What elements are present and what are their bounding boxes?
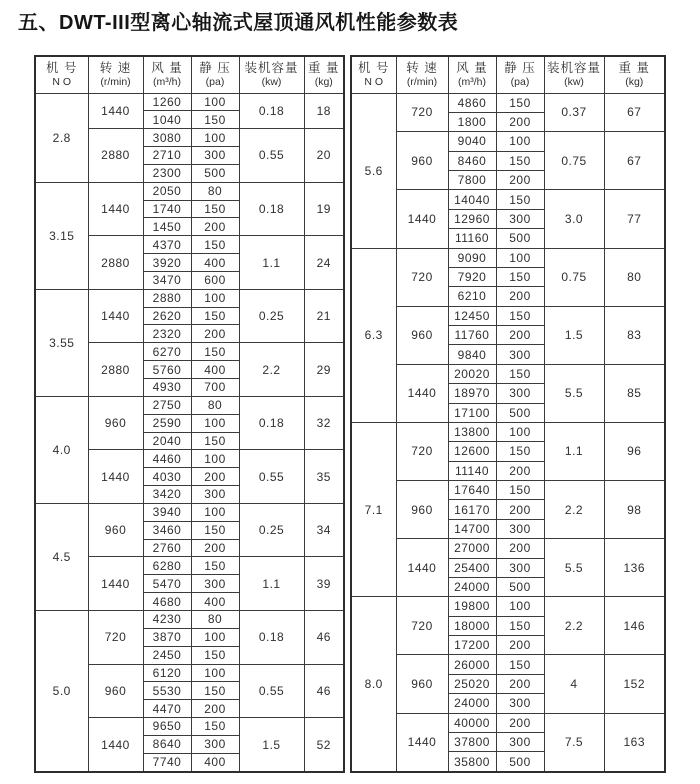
cell-weight: 39 [304,557,344,611]
cell-airflow: 14040 [448,190,496,209]
fan-performance-table-right [350,55,666,773]
cell-machine-no: 4.0 [35,396,88,503]
cell-airflow: 16170 [448,500,496,519]
header-label: 转 速 [406,61,438,76]
cell-machine-no: 3.55 [35,289,88,396]
cell-pressure: 300 [496,345,544,364]
cell-airflow: 8640 [143,735,191,753]
cell-airflow: 6270 [143,343,191,361]
table-body-left [35,93,344,772]
cell-airflow: 5470 [143,575,191,593]
header-row [351,56,665,93]
cell-airflow: 2300 [143,164,191,182]
cell-airflow: 35800 [448,752,496,772]
header-label: 重 量 [618,61,650,76]
header-unit: (r/min) [100,76,131,89]
header-row [35,56,344,93]
cell-pressure: 200 [496,713,544,732]
cell-power: 1.5 [544,306,604,364]
cell-airflow: 17640 [448,481,496,500]
cell-airflow: 11760 [448,326,496,345]
cell-airflow: 1040 [143,111,191,129]
cell-airflow: 3420 [143,486,191,504]
cell-airflow: 2320 [143,325,191,343]
cell-power: 0.37 [544,93,604,132]
cell-power: 7.5 [544,713,604,772]
cell-power: 1.1 [239,236,304,290]
table-row [351,306,665,325]
cell-speed: 960 [88,396,143,450]
cell-airflow: 18970 [448,384,496,403]
table-row [351,422,665,441]
header-unit: (m³/h) [458,76,486,89]
cell-pressure: 200 [496,326,544,345]
cell-power: 0.18 [239,610,304,664]
cell-speed: 2880 [88,129,143,183]
cell-weight: 32 [304,396,344,450]
cell-machine-no: 2.8 [35,93,88,182]
cell-pressure: 300 [496,209,544,228]
header-label: 风 量 [456,61,488,76]
cell-power: 0.55 [239,664,304,718]
cell-airflow: 40000 [448,713,496,732]
cell-pressure: 200 [191,700,239,718]
cell-airflow: 7740 [143,753,191,772]
table-row [351,364,665,383]
table-row [351,539,665,558]
cell-power: 0.55 [239,450,304,504]
cell-speed: 720 [88,610,143,664]
cell-pressure: 150 [496,267,544,286]
cell-speed: 2880 [88,343,143,397]
cell-airflow: 3460 [143,521,191,539]
cell-machine-no: 8.0 [351,597,396,772]
cell-pressure: 300 [496,384,544,403]
cell-airflow: 4860 [448,93,496,112]
cell-pressure: 100 [496,248,544,267]
cell-weight: 24 [304,236,344,290]
cell-airflow: 26000 [448,655,496,674]
cell-weight: 34 [304,503,344,557]
cell-airflow: 19800 [448,597,496,616]
cell-weight: 152 [604,655,665,713]
cell-speed: 1440 [396,190,448,248]
cell-weight: 19 [304,182,344,236]
cell-pressure: 150 [496,151,544,170]
cell-speed: 1440 [88,182,143,236]
table-row [351,597,665,616]
cell-speed: 960 [396,481,448,539]
cell-machine-no: 4.5 [35,503,88,610]
cell-airflow: 24000 [448,577,496,596]
cell-pressure: 150 [191,343,239,361]
cell-pressure: 100 [496,422,544,441]
cell-power: 5.5 [544,539,604,597]
cell-weight: 35 [304,450,344,504]
cell-pressure: 200 [496,112,544,131]
cell-airflow: 2710 [143,147,191,165]
cell-airflow: 17200 [448,636,496,655]
cell-pressure: 100 [191,289,239,307]
table-header-left [35,56,344,93]
cell-airflow: 2750 [143,396,191,414]
cell-power: 1.5 [239,718,304,772]
cell-speed: 960 [396,306,448,364]
cell-airflow: 5530 [143,682,191,700]
cell-weight: 21 [304,289,344,343]
cell-pressure: 100 [191,628,239,646]
cell-speed: 1440 [396,364,448,422]
cell-pressure: 300 [496,694,544,713]
cell-airflow: 9840 [448,345,496,364]
cell-airflow: 2620 [143,307,191,325]
cell-speed: 960 [396,655,448,713]
cell-airflow: 11140 [448,461,496,480]
cell-pressure: 200 [191,539,239,557]
cell-airflow: 24000 [448,694,496,713]
cell-speed: 1440 [88,557,143,611]
cell-pressure: 150 [191,200,239,218]
header-cell-power [239,56,304,93]
table-row [35,610,344,628]
table-body-right [351,93,665,772]
cell-power: 5.5 [544,364,604,422]
header-cell-no [351,56,396,93]
cell-pressure: 80 [191,610,239,628]
cell-airflow: 2450 [143,646,191,664]
cell-airflow: 2590 [143,414,191,432]
cell-pressure: 200 [496,287,544,306]
header-label: 机 号 [46,61,78,76]
cell-pressure: 300 [496,519,544,538]
header-unit: N O [52,76,72,89]
header-unit: (pa) [510,76,530,89]
header-cell-speed [88,56,143,93]
cell-airflow: 6120 [143,664,191,682]
cell-airflow: 37800 [448,732,496,751]
cell-machine-no: 5.0 [35,610,88,772]
cell-weight: 46 [304,664,344,718]
header-unit: (kw) [261,76,282,89]
table-header-right [351,56,665,93]
cell-power: 0.75 [544,132,604,190]
header-unit: N O [364,76,384,89]
cell-pressure: 80 [191,396,239,414]
header-label: 转 速 [99,61,132,76]
cell-airflow: 25400 [448,558,496,577]
header-cell-weight [304,56,344,93]
cell-pressure: 100 [191,414,239,432]
cell-speed: 1440 [88,93,143,129]
header-unit: (kw) [564,76,584,89]
cell-airflow: 9040 [448,132,496,151]
cell-weight: 29 [304,343,344,397]
cell-pressure: 100 [191,450,239,468]
header-unit: (m³/h) [153,76,181,89]
table-row [351,481,665,500]
cell-pressure: 150 [191,646,239,664]
cell-airflow: 14700 [448,519,496,538]
cell-airflow: 3470 [143,271,191,289]
cell-weight: 136 [604,539,665,597]
cell-weight: 46 [304,610,344,664]
cell-weight: 96 [604,422,665,480]
cell-speed: 1440 [88,289,143,343]
cell-weight: 85 [604,364,665,422]
header-cell-power [544,56,604,93]
cell-speed: 960 [396,132,448,190]
cell-pressure: 300 [496,558,544,577]
header-label: 装机容量 [546,61,601,76]
cell-airflow: 1450 [143,218,191,236]
cell-pressure: 500 [496,752,544,772]
cell-pressure: 150 [191,521,239,539]
cell-weight: 67 [604,93,665,132]
cell-speed: 720 [396,93,448,132]
cell-pressure: 400 [191,593,239,611]
cell-machine-no: 5.6 [351,93,396,248]
cell-weight: 52 [304,718,344,772]
cell-airflow: 13800 [448,422,496,441]
cell-pressure: 500 [496,229,544,248]
cell-weight: 77 [604,190,665,248]
cell-pressure: 200 [496,171,544,190]
cell-power: 0.25 [239,503,304,557]
cell-power: 0.18 [239,93,304,129]
cell-pressure: 150 [496,93,544,112]
cell-machine-no: 6.3 [351,248,396,422]
cell-pressure: 200 [496,636,544,655]
header-label: 静 压 [504,61,536,76]
cell-pressure: 150 [496,364,544,383]
cell-pressure: 600 [191,271,239,289]
cell-speed: 1440 [396,713,448,772]
cell-pressure: 500 [191,164,239,182]
header-unit: (kg) [314,76,333,89]
header-unit: (kg) [625,76,644,89]
cell-pressure: 500 [496,403,544,422]
cell-airflow: 12450 [448,306,496,325]
cell-speed: 960 [88,664,143,718]
cell-speed: 720 [396,248,448,306]
cell-pressure: 150 [496,442,544,461]
cell-airflow: 17100 [448,403,496,422]
cell-airflow: 9650 [143,718,191,736]
cell-airflow: 2050 [143,182,191,200]
cell-airflow: 4470 [143,700,191,718]
cell-airflow: 9090 [448,248,496,267]
table-row [351,190,665,209]
cell-airflow: 4930 [143,379,191,397]
cell-power: 1.1 [239,557,304,611]
cell-pressure: 150 [191,111,239,129]
cell-airflow: 7800 [448,171,496,190]
cell-airflow: 1740 [143,200,191,218]
cell-power: 0.25 [239,289,304,343]
cell-pressure: 300 [191,575,239,593]
cell-weight: 18 [304,93,344,129]
cell-pressure: 400 [191,361,239,379]
cell-airflow: 6210 [448,287,496,306]
cell-airflow: 4370 [143,236,191,254]
header-cell-pressure [496,56,544,93]
header-unit: (r/min) [406,76,438,89]
header-label: 重 量 [308,61,340,76]
cell-pressure: 150 [191,682,239,700]
cell-airflow: 4030 [143,468,191,486]
cell-pressure: 100 [191,93,239,111]
cell-pressure: 200 [496,500,544,519]
cell-speed: 720 [396,422,448,480]
cell-pressure: 150 [191,236,239,254]
cell-speed: 1440 [88,718,143,772]
cell-airflow: 25020 [448,674,496,693]
cell-airflow: 5760 [143,361,191,379]
cell-pressure: 150 [191,432,239,450]
cell-pressure: 150 [191,557,239,575]
cell-power: 0.18 [239,182,304,236]
cell-weight: 83 [604,306,665,364]
table-row [35,503,344,521]
cell-pressure: 100 [191,664,239,682]
table-row [351,248,665,267]
page-title: 五、DWT-III型离心轴流式屋顶通风机性能参数表 [18,12,459,34]
cell-pressure: 100 [496,132,544,151]
cell-weight: 146 [604,597,665,655]
cell-pressure: 80 [191,182,239,200]
cell-pressure: 150 [496,306,544,325]
cell-airflow: 2040 [143,432,191,450]
cell-airflow: 1800 [448,112,496,131]
cell-pressure: 300 [191,735,239,753]
cell-pressure: 200 [191,468,239,486]
cell-airflow: 1260 [143,93,191,111]
cell-weight: 163 [604,713,665,772]
cell-airflow: 11160 [448,229,496,248]
cell-airflow: 3870 [143,628,191,646]
cell-airflow: 7920 [448,267,496,286]
cell-speed: 2880 [88,236,143,290]
cell-speed: 960 [88,503,143,557]
cell-weight: 80 [604,248,665,306]
cell-airflow: 4460 [143,450,191,468]
cell-power: 2.2 [239,343,304,397]
header-cell-no [35,56,88,93]
cell-power: 0.18 [239,396,304,450]
table-row [35,93,344,111]
cell-pressure: 300 [191,147,239,165]
header-cell-pressure [191,56,239,93]
cell-airflow: 20020 [448,364,496,383]
cell-pressure: 500 [496,577,544,596]
table-row [351,93,665,112]
cell-pressure: 100 [191,129,239,147]
header-cell-airflow [448,56,496,93]
table-row [35,289,344,307]
cell-speed: 1440 [396,539,448,597]
cell-airflow: 2760 [143,539,191,557]
cell-machine-no: 7.1 [351,422,396,596]
cell-power: 4 [544,655,604,713]
cell-airflow: 2880 [143,289,191,307]
cell-pressure: 200 [191,218,239,236]
header-cell-weight [604,56,665,93]
cell-pressure: 200 [496,674,544,693]
cell-weight: 98 [604,481,665,539]
cell-pressure: 200 [496,539,544,558]
cell-speed: 1440 [88,450,143,504]
cell-power: 3.0 [544,190,604,248]
cell-pressure: 700 [191,379,239,397]
cell-pressure: 150 [496,655,544,674]
header-label: 装机容量 [244,61,299,76]
table-row [35,182,344,200]
cell-airflow: 27000 [448,539,496,558]
table-row [351,655,665,674]
cell-pressure: 300 [191,486,239,504]
cell-pressure: 200 [496,461,544,480]
cell-pressure: 200 [191,325,239,343]
cell-airflow: 12960 [448,209,496,228]
cell-airflow: 4230 [143,610,191,628]
cell-airflow: 4680 [143,593,191,611]
cell-pressure: 100 [496,597,544,616]
header-cell-airflow [143,56,191,93]
cell-pressure: 150 [191,307,239,325]
cell-power: 2.2 [544,597,604,655]
cell-pressure: 150 [191,718,239,736]
cell-pressure: 150 [496,616,544,635]
header-label: 静 压 [199,61,231,76]
cell-airflow: 6280 [143,557,191,575]
table-row [35,396,344,414]
table-row [351,132,665,151]
cell-pressure: 400 [191,753,239,772]
cell-speed: 720 [396,597,448,655]
header-label: 风 量 [151,61,183,76]
cell-weight: 20 [304,129,344,183]
cell-power: 2.2 [544,481,604,539]
cell-power: 0.55 [239,129,304,183]
cell-power: 0.75 [544,248,604,306]
cell-airflow: 3920 [143,254,191,272]
cell-pressure: 150 [496,190,544,209]
cell-airflow: 3940 [143,503,191,521]
cell-pressure: 300 [496,732,544,751]
cell-power: 1.1 [544,422,604,480]
cell-pressure: 150 [496,481,544,500]
cell-pressure: 100 [191,503,239,521]
header-cell-speed [396,56,448,93]
cell-airflow: 3080 [143,129,191,147]
header-label: 机 号 [358,61,390,76]
cell-airflow: 8460 [448,151,496,170]
cell-pressure: 400 [191,254,239,272]
header-unit: (pa) [205,76,225,89]
cell-airflow: 18000 [448,616,496,635]
fan-performance-table-left [34,55,345,773]
cell-airflow: 12600 [448,442,496,461]
table-row [351,713,665,732]
cell-machine-no: 3.15 [35,182,88,289]
cell-weight: 67 [604,132,665,190]
